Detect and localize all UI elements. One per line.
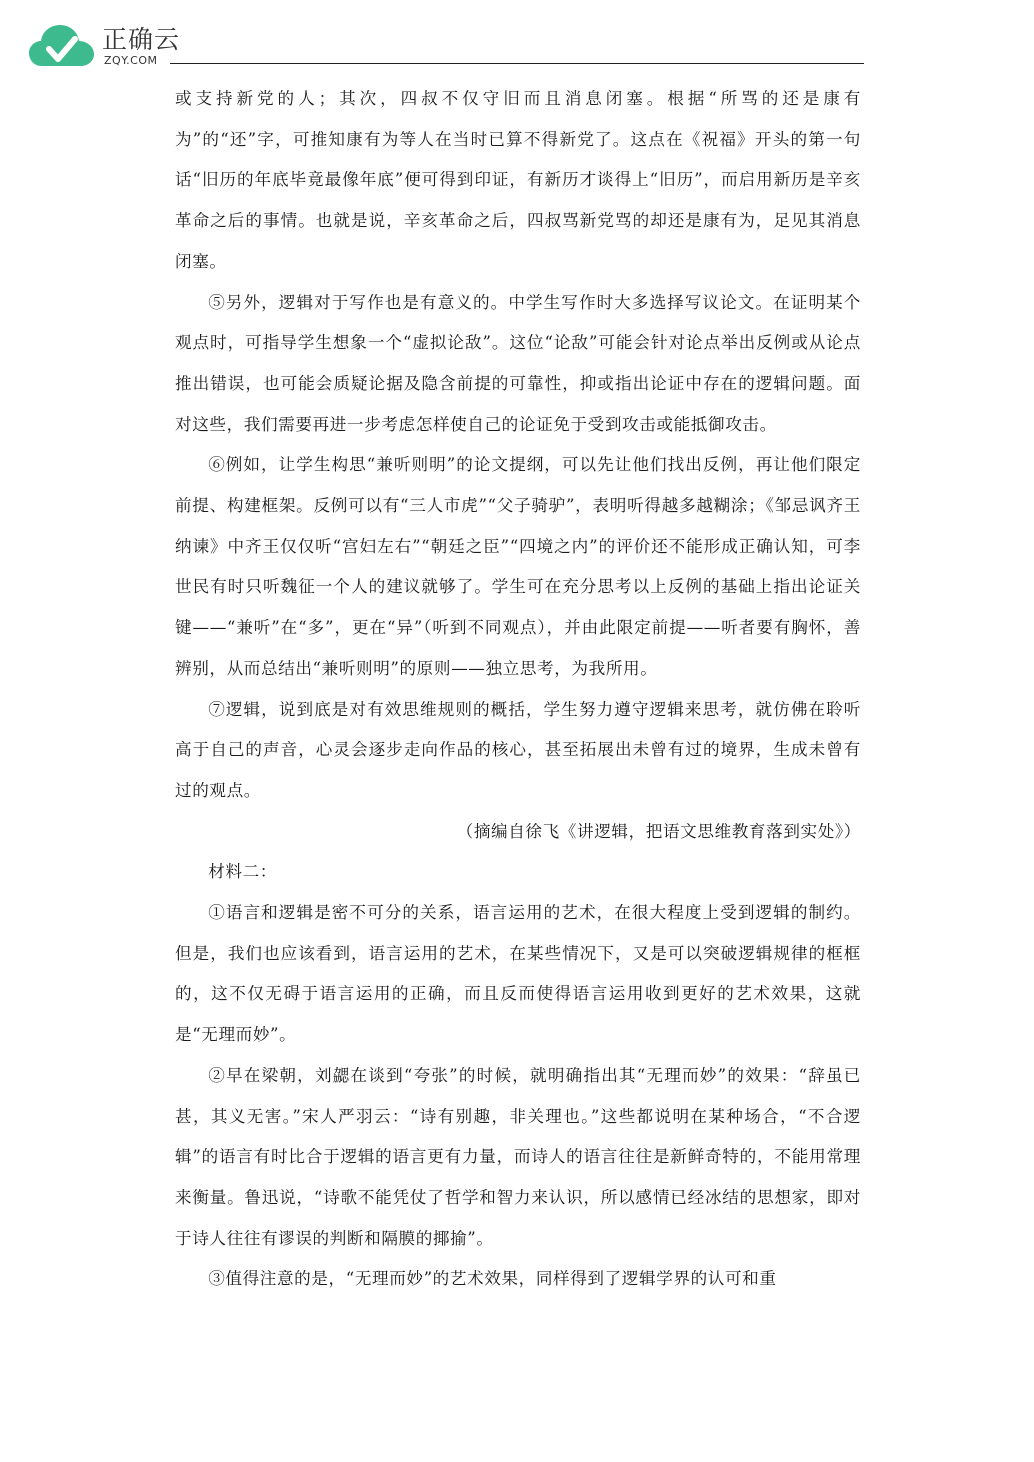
paragraph-7: ⑦逻辑，说到底是对有效思维规则的概括，学生努力遵守逻辑来思考，就仿佛在聆听高于自己的声音，心灵会逐步走向作品的核心，甚至拓展出未曾有过的境界，生成未曾有过的观点。 [175, 699, 861, 800]
document-body [175, 79, 861, 1300]
paragraph-6: ⑥例如，让学生构思“兼听则明”的论文提纲，可以先让他们找出反例，再让他们限定前提、构建框架。反例可以有“三人市虎”“父子骑驴”，表明听得越多越糊涂；《邹忌讽齐王纳谏》中齐王仅仅听“宫妇左右”“朝廷之臣”“四境之内”的评价还不能形成正确认知，可李世民有时只听魏征一个人的建议就够了。学生可在充分思考以上反例的基础上指出论证关键——“兼听”在“多”，更在“异”（听到不同观点），并由此限定前提——听者要有胸怀，善辨别，从而总结出“兼听则明”的原则——独立思考，为我所用。 [175, 455, 861, 678]
cloud-check-logo-icon [28, 22, 96, 70]
paragraph-continued: 或支持新党的人；其次，四叔不仅守旧而且消息闭塞。根据“所骂的还是康有为”的“还”字，可推知康有为等人在当时已算不得新党了。这点在《祝福》开头的第一句话“旧历的年底毕竟最像年底”便可得到印证，有新历才谈得上“旧历”，而启用新历是辛亥革命之后的事情。也就是说，辛亥革命之后，四叔骂新党骂的却还是康有为，足见其消息闭塞。 [175, 89, 861, 271]
material-two-paragraph-3: ③值得注意的是，“无理而妙”的艺术效果，同样得到了逻辑学界的认可和重 [208, 1269, 777, 1289]
material-two-paragraph-1: ①语言和逻辑是密不可分的关系，语言运用的艺术，在很大程度上受到逻辑的制约。但是，我们也应该看到，语言运用的艺术，在某些情况下，又是可以突破逻辑规律的框框的，这不仅无碍于语言运用的正确，而且反而使得语言运用收到更好的艺术效果，这就是“无理而妙”。 [175, 903, 861, 1045]
paragraph-5: ⑤另外，逻辑对于写作也是有意义的。中学生写作时大多选择写议论文。在证明某个观点时，可指导学生想象一个“虚拟论敌”。这位“论敌”可能会针对论点举出反例或从论点推出错误，也可能会质疑论据及隐含前提的可靠性，抑或指出论证中存在的逻辑问题。面对这些，我们需要再进一步考虑怎样使自己的论证免于受到攻击或能抵御攻击。 [175, 292, 861, 434]
material-two-heading: 材料二： [208, 862, 277, 882]
brand-domain: ZQY.COM [104, 54, 158, 67]
page-header [28, 22, 864, 70]
material-two-paragraph-2: ②早在梁朝，刘勰在谈到“夸张”的时候，就明确指出其“无理而妙”的效果：“辞虽已甚，其义无害。”宋人严羽云：“诗有别趣，非关理也。”这些都说明在某种场合，“不合逻辑”的语言有时比合于逻辑的语言更有力量，而诗人的语言往往是新鲜奇特的，不能用常理来衡量。鲁迅说，“诗歌不能凭仗了哲学和智力来认识，所以感情已经冰结的思想家，即对于诗人往往有谬误的判断和隔膜的揶揄”。 [175, 1065, 861, 1248]
header-divider [170, 63, 864, 64]
source-citation: （摘编自徐飞《讲逻辑，把语文思维教育落到实处》） [456, 821, 861, 841]
brand-name: 正确云 [102, 25, 181, 54]
